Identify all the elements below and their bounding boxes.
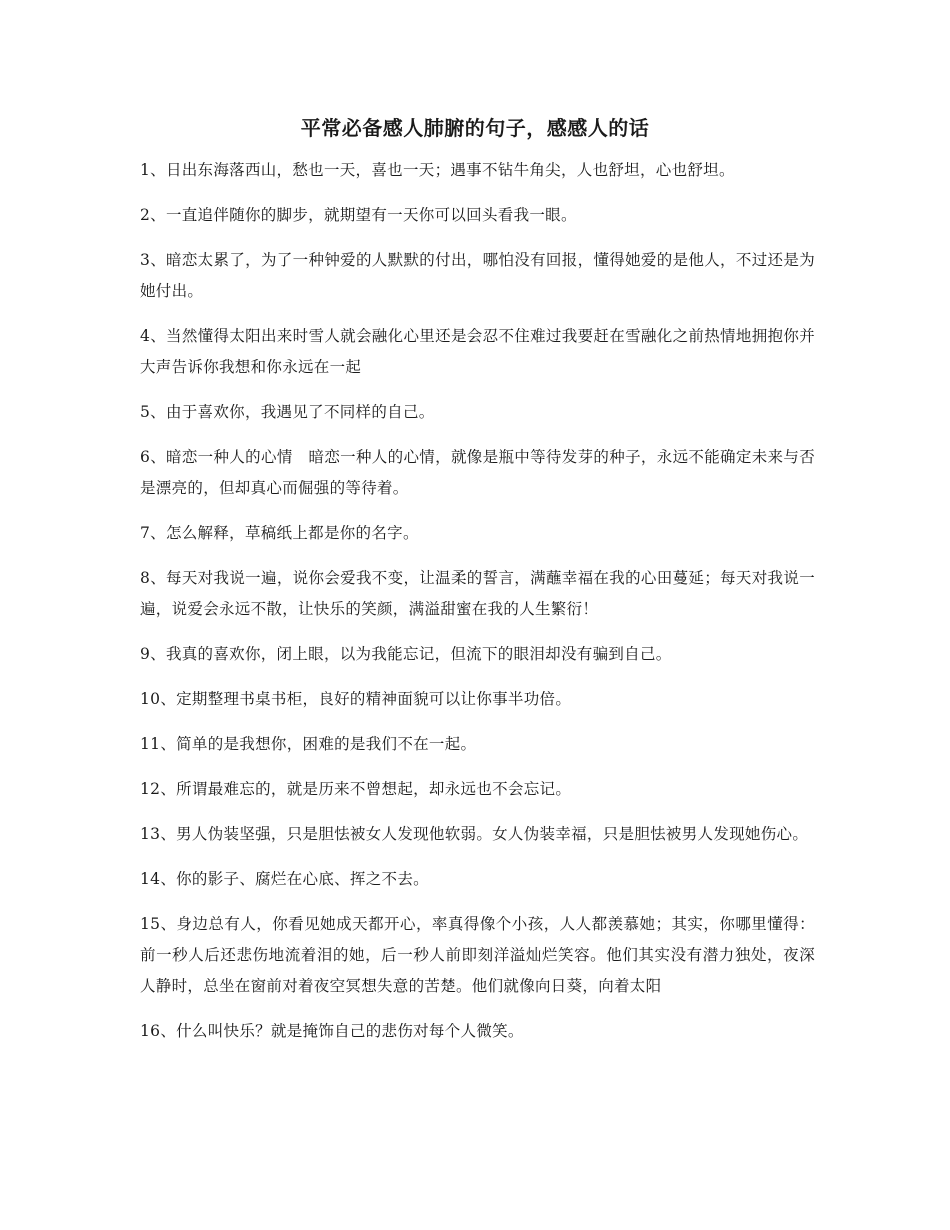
list-item: 4、当然懂得太阳出来时雪人就会融化心里还是会忍不住难过我要赶在雪融化之前热情地拥抱你并大声告诉你我想和你永远在一起 <box>140 327 815 376</box>
list-item: 13、男人伪装坚强，只是胆怯被女人发现他软弱。女人伪装幸福，只是胆怯被男人发现她伤心。 <box>140 825 809 843</box>
sentence-list <box>140 155 815 1061</box>
list-item: 7、怎么解释，草稿纸上都是你的名字。 <box>140 524 419 542</box>
list-item: 3、暗恋太累了，为了一种钟爱的人默默的付出，哪怕没有回报，懂得她爱的是他人，不过还是为她付出。 <box>140 251 815 300</box>
list-item: 9、我真的喜欢你，闭上眼，以为我能忘记，但流下的眼泪却没有骗到自己。 <box>140 645 672 663</box>
list-item: 8、每天对我说一遍，说你会爱我不变，让温柔的誓言，满蘸幸福在我的心田蔓延；每天对我说一遍，说爱会永远不散，让快乐的笑颜，满溢甜蜜在我的人生繁衍！ <box>140 569 815 618</box>
list-item: 10、定期整理书桌书柜，良好的精神面貌可以让你事半功倍。 <box>140 690 572 708</box>
list-item: 1、日出东海落西山，愁也一天，喜也一天；遇事不钻牛角尖，人也舒坦，心也舒坦。 <box>140 161 735 179</box>
list-item: 5、由于喜欢你，我遇见了不同样的自己。 <box>140 403 435 421</box>
list-item: 12、所谓最难忘的，就是历来不曾想起，却永远也不会忘记。 <box>140 780 572 798</box>
list-item: 11、简单的是我想你，困难的是我们不在一起。 <box>140 735 477 753</box>
list-item: 15、身边总有人，你看见她成天都开心，率真得像个小孩，人人都羡慕她；其实，你哪里懂得：前一秒人后还悲伤地流着泪的她，后一秒人前即刻洋溢灿烂笑容。他们其实没有潜力独处，夜深人静时，总坐在窗前对着夜空冥想失意的苦楚。他们就像向日葵，向着太阳 <box>140 915 815 995</box>
list-item: 6、暗恋一种人的心情 暗恋一种人的心情，就像是瓶中等待发芽的种子，永远不能确定未来与否是漂亮的，但却真心而倔强的等待着。 <box>140 448 815 497</box>
list-item: 2、一直追伴随你的脚步，就期望有一天你可以回头看我一眼。 <box>140 206 577 224</box>
page-title: 平常必备感人肺腑的句子，感感人的话 <box>300 116 650 140</box>
list-item: 16、什么叫快乐？就是掩饰自己的悲伤对每个人微笑。 <box>140 1022 524 1040</box>
list-item: 14、你的影子、腐烂在心底、挥之不去。 <box>140 870 429 888</box>
